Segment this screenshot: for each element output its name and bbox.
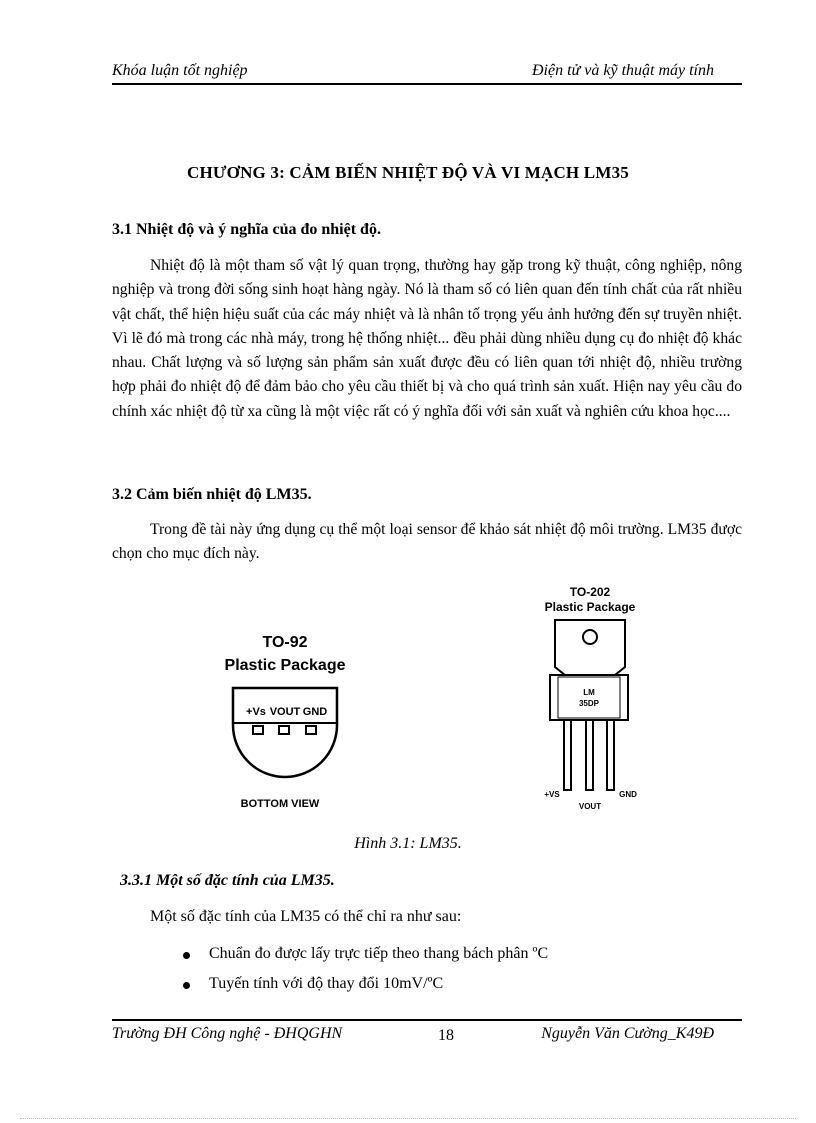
list-item-text: Chuẩn đo được lấy trực tiếp theo thang bách phân ºC xyxy=(209,945,549,962)
to92-pin-vout: VOUT xyxy=(269,706,301,718)
to202-lead-2 xyxy=(586,720,593,790)
to202-pin-gnd: GND xyxy=(619,790,637,799)
to202-chip-line2: 35DP xyxy=(578,699,600,708)
to202-lead-3 xyxy=(607,720,614,790)
section-3-2-text: Trong đề tài này ứng dụng cụ thể một loại sensor để khảo sát nhiệt độ môi trường. LM35 được chọn cho mục đích này. xyxy=(112,521,742,563)
section-3-2-paragraph xyxy=(112,518,742,567)
to92-pin-vs: +Vs xyxy=(246,706,266,718)
bullet-dot-icon xyxy=(183,952,190,959)
page-edge-divider xyxy=(20,1118,796,1119)
footer-right: Nguyễn Văn Cường_K49Đ xyxy=(541,1025,714,1042)
to92-package-diagram xyxy=(205,625,365,820)
section-3-1-paragraph xyxy=(112,254,742,424)
to92-title-line1: TO-92 xyxy=(262,634,308,651)
to92-pin-gnd: GND xyxy=(302,706,328,718)
bullet-dot-icon xyxy=(183,982,190,989)
figure-caption: Hình 3.1: LM35. xyxy=(354,835,462,852)
to92-pin-3 xyxy=(306,726,316,734)
page-number: 18 xyxy=(438,1027,454,1044)
to202-body-inner xyxy=(558,677,620,718)
to92-pin-2 xyxy=(279,726,289,734)
to202-package-diagram xyxy=(530,585,660,815)
section-heading-3-3-1: 3.3.1 Một số đặc tính của LM35. xyxy=(120,872,335,889)
to202-pin-vout: VOUT xyxy=(578,802,602,811)
list-item-text: Tuyến tính với độ thay đổi 10mV/ºC xyxy=(209,975,444,992)
to202-tab xyxy=(555,620,625,675)
footer-left: Trường ĐH Công nghệ - ĐHQGHN xyxy=(112,1025,343,1042)
to92-title-line2: Plastic Package xyxy=(224,657,346,674)
section-heading-3-1: 3.1 Nhiệt độ và ý nghĩa của đo nhiệt độ. xyxy=(112,221,381,238)
to202-title-line1: TO-202 xyxy=(569,585,611,599)
chapter-title: CHƯƠNG 3: CẢM BIẾN NHIỆT ĐỘ VÀ VI MẠCH LM35 xyxy=(187,163,629,182)
to92-view-label: BOTTOM VIEW xyxy=(240,798,320,810)
header-left: Khóa luận tốt nghiệp xyxy=(112,62,248,79)
to202-chip-line1: LM xyxy=(583,688,595,697)
header-rule xyxy=(112,83,742,85)
to202-mounting-hole xyxy=(583,630,597,644)
to202-lead-1 xyxy=(564,720,571,790)
section-3-1-text: Nhiệt độ là một tham số vật lý quan trọng, thường hay gặp trong kỹ thuật, công nghiệp, nông nghiệp và trong đời sống sinh hoạt hàng ngày. Nó là tham số có liên quan đến tính chất của rất nhiều vật chất, thể hiện hiệu suất của các máy nhiệt và là nhân tố trọng yếu ảnh hưởng đến sự truyền nhiệt. Vì lẽ đó mà trong các nhà máy, trong hệ thống nhiệt... đều phải dùng nhiều dụng cụ đo nhiệt độ khác nhau. Chất lượng và số lượng sản phẩm sản xuất được đều có liên quan tới nhiệt độ, nhiều trường hợp phải đo nhiệt độ để đảm bảo cho yêu cầu thiết bị và cho quá trình sản xuất. Hiện nay yêu cầu đo chính xác nhiệt độ từ xa cũng là một việc rất có ý nghĩa đối với sản xuất và nghiên cứu khoa học.... xyxy=(112,257,742,420)
to92-pin-1 xyxy=(253,726,263,734)
section-heading-3-2: 3.2 Cảm biến nhiệt độ LM35. xyxy=(112,486,312,503)
to202-title-line2: Plastic Package xyxy=(544,600,636,614)
footer-rule xyxy=(112,1019,742,1021)
section-3-3-1-intro: Một số đặc tính của LM35 có thể chỉ ra như sau: xyxy=(150,908,462,925)
to202-pin-vs: +VS xyxy=(544,790,560,799)
header-right: Điện tử và kỹ thuật máy tính xyxy=(531,62,714,79)
